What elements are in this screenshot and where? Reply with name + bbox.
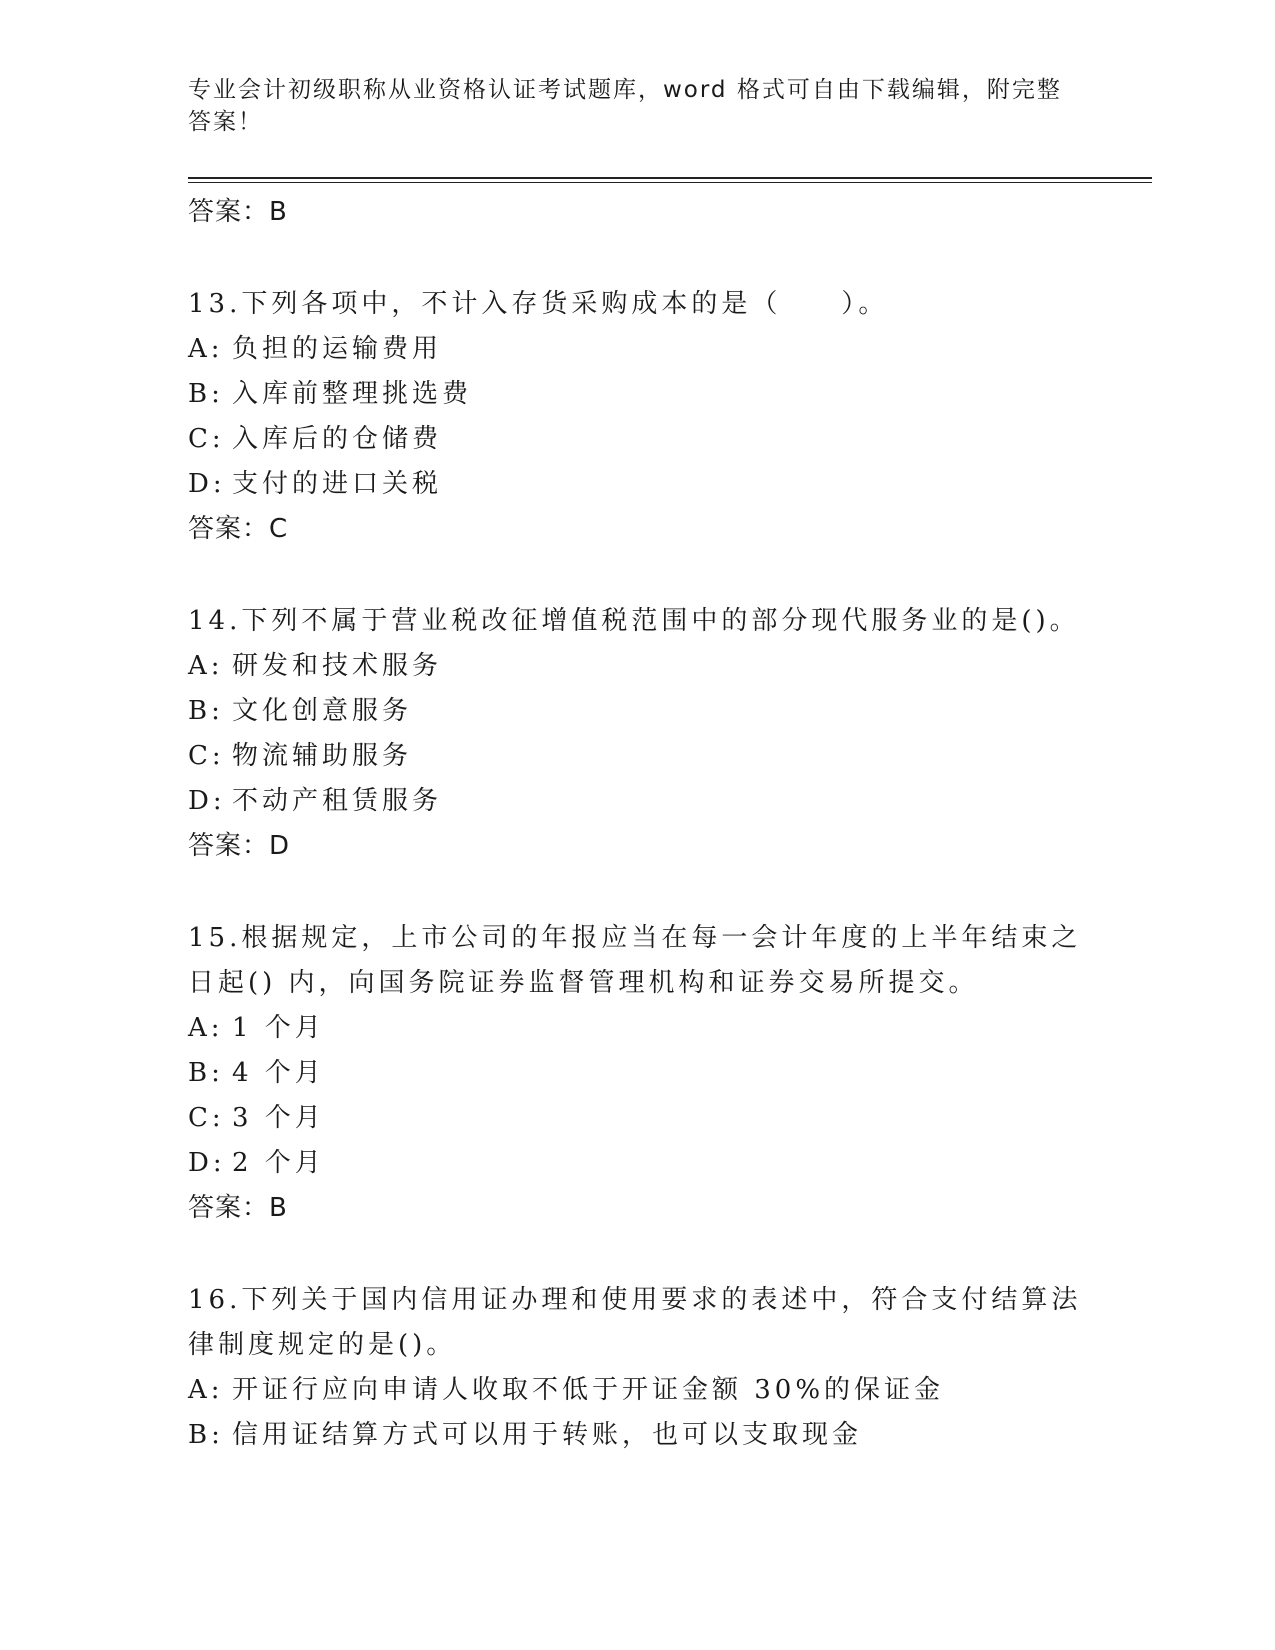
option-text: 负担的运输费用 (232, 334, 443, 364)
answer-line: 答案：D (188, 831, 291, 861)
question-block (188, 599, 1088, 868)
option-letter: C: (188, 424, 225, 454)
option-d (188, 779, 1088, 824)
document-header: 专业会计初级职称从业资格认证考试题库，word 格式可自由下载编辑，附完整答案！ (188, 77, 1062, 135)
option-letter: A: (188, 651, 224, 681)
answer-line: 答案：B (188, 197, 288, 227)
option-text: 1 个月 (232, 1013, 325, 1043)
option-letter: B: (188, 696, 224, 726)
option-b (188, 689, 1088, 734)
option-text: 入库后的仓储费 (232, 424, 443, 454)
question-block (188, 916, 1088, 1230)
option-letter: A: (188, 1375, 224, 1405)
option-text: 文化创意服务 (232, 696, 413, 726)
question-block (188, 1278, 1088, 1458)
option-text: 物流辅助服务 (232, 741, 413, 771)
option-letter: B: (188, 1420, 224, 1450)
option-a (188, 1368, 1088, 1413)
question-list (188, 190, 1088, 1458)
option-d (188, 1141, 1088, 1186)
option-letter: C: (188, 1103, 225, 1133)
header-rule-thin (188, 182, 1152, 183)
option-text: 信用证结算方式可以用于转账，也可以支取现金 (232, 1420, 863, 1450)
option-c (188, 734, 1088, 779)
question-stem: 13.下列各项中，不计入存货采购成本的是（ ）。 (188, 289, 889, 319)
question-block (188, 282, 1088, 551)
header-rule-thick (188, 177, 1152, 179)
option-text: 入库前整理挑选费 (232, 379, 473, 409)
question-stem: 15.根据规定，上市公司的年报应当在每一会计年度的上半年结束之日起() 内，向国务院证券监督管理机构和证券交易所提交。 (188, 923, 1082, 998)
answer-line: 答案：B (188, 1193, 288, 1223)
option-text: 支付的进口关税 (232, 469, 443, 499)
option-text: 开证行应向申请人收取不低于开证金额 30%的保证金 (232, 1375, 945, 1405)
option-a (188, 327, 1088, 372)
option-b (188, 1413, 1088, 1458)
answer-line: 答案：C (188, 514, 289, 544)
option-letter: D: (188, 1148, 226, 1178)
option-text: 不动产租赁服务 (232, 786, 443, 816)
option-letter: A: (188, 1013, 224, 1043)
option-letter: D: (188, 786, 226, 816)
option-text: 2 个月 (232, 1148, 325, 1178)
question-stem: 14.下列不属于营业税改征增值税范围中的部分现代服务业的是()。 (188, 606, 1080, 636)
option-d (188, 462, 1088, 507)
option-letter: C: (188, 741, 225, 771)
option-c (188, 417, 1088, 462)
question-stem: 16.下列关于国内信用证办理和使用要求的表述中，符合支付结算法律制度规定的是()。 (188, 1285, 1082, 1360)
option-b (188, 1051, 1088, 1096)
option-letter: A: (188, 334, 224, 364)
option-text: 4 个月 (232, 1058, 325, 1088)
option-letter: B: (188, 1058, 224, 1088)
option-c (188, 1096, 1088, 1141)
option-a (188, 1006, 1088, 1051)
option-letter: D: (188, 469, 226, 499)
option-letter: B: (188, 379, 224, 409)
option-a (188, 644, 1088, 689)
option-text: 3 个月 (232, 1103, 325, 1133)
option-b (188, 372, 1088, 417)
option-text: 研发和技术服务 (232, 651, 443, 681)
